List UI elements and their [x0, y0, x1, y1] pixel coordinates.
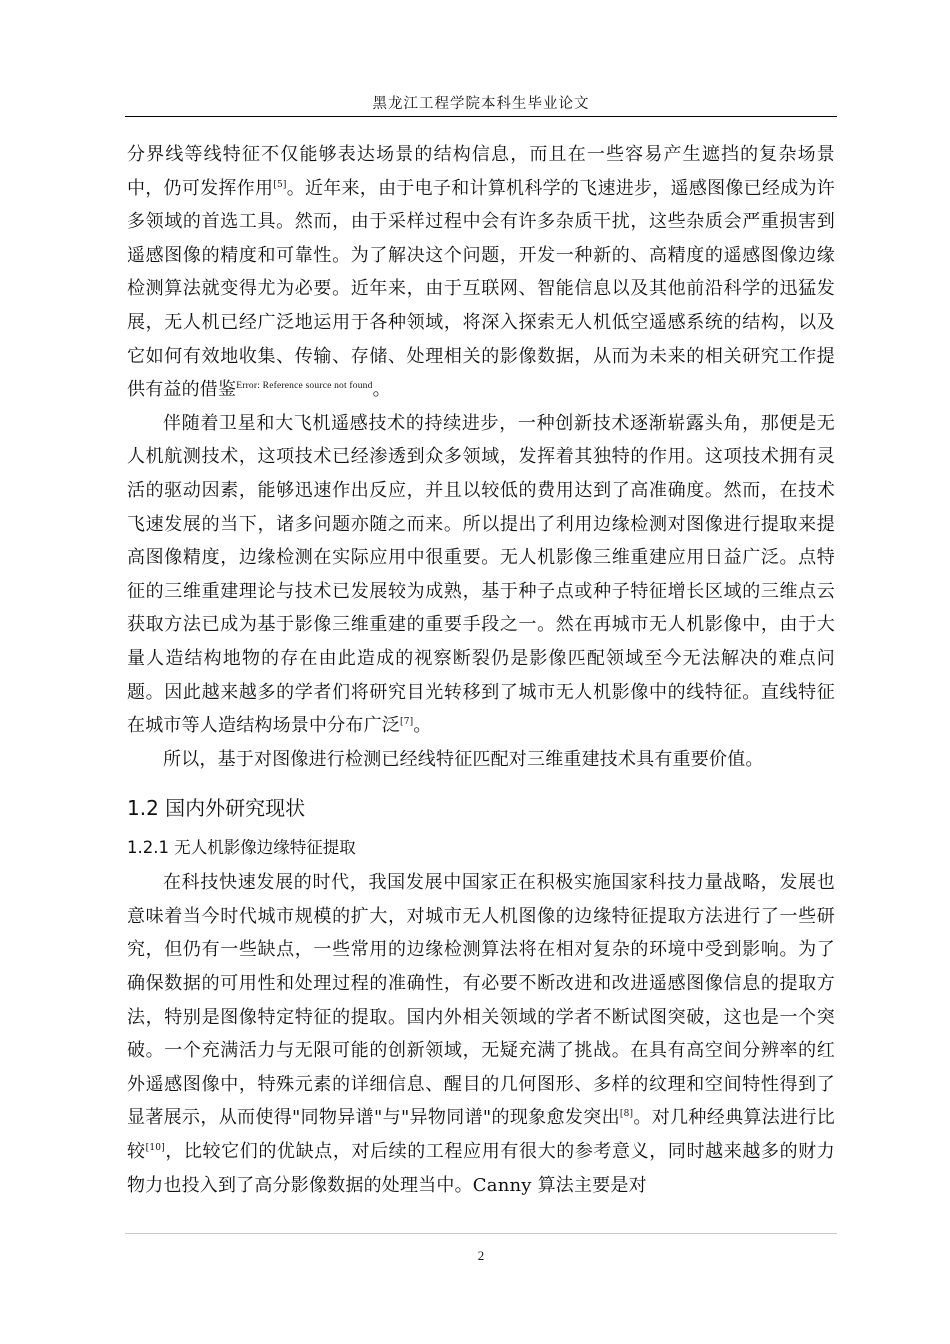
- citation-ref: [8]: [619, 1109, 634, 1120]
- paragraph-uav-survey: [127, 407, 835, 743]
- page-number: 2: [477, 1248, 485, 1263]
- paragraph-conclusion: 所以，基于对图像进行检测已经线特征匹配对三维重建技术具有重要价值。: [163, 748, 764, 770]
- running-header: 黑龙江工程学院本科生毕业论文: [372, 96, 590, 112]
- paragraph-text: 。: [413, 715, 432, 737]
- citation-ref: [10]: [145, 1143, 165, 1154]
- paragraph-text: 分界线等线特征不仅能够表达场景的结构信息，而且在一些容易产生遮挡的复杂场景中，仍可发挥作用: [127, 144, 835, 199]
- paragraph-edge-extraction: [127, 866, 835, 1202]
- page-body: [127, 138, 835, 1202]
- paragraph-text: 。对几种经典算法进行比较: [127, 1107, 835, 1163]
- paragraph-text: ，比较它们的优缺点，对后续的工程应用有很大的参考意义，同时越来越多的财力物力也投入到了高分影像数据的处理当中。Canny 算法主要是对: [127, 1141, 836, 1196]
- paragraph-text: 伴随着卫星和大飞机遥感技术的持续进步，一种创新技术逐渐崭露头角，那便是无人机航测技术，这项技术已经渗透到众多领域，发挥着其独特的作用。这项技术拥有灵活的驱动因素，能够迅速作出反应，并且以较低的费用达到了高准确度。然而，在技术飞速发展的当下，诸多问题亦随之而来。所以提出了利用边缘检测对图像进行提取来提高图像精度，边缘检测在实际应用中很重要。无人机影像三维重建应用日益广泛。点特征的三维重建理论与技术已发展较为成熟，基于种子点或种子特征增长区域的三维点云获取方法已成为基于影像三维重建的重要手段之一。然在再城市无人机影像中，由于大量人造结构地物的存在由此造成的视察断裂仍是影像匹配领域至今无法解决的难点问题。因此越来越多的学者们将研究目光转移到了城市无人机影像中的线特征。直线特征在城市等人造结构场景中分布广泛: [127, 412, 835, 737]
- reference-error-text: Error: Reference source not found: [236, 381, 373, 392]
- section-heading: 1.2 国内外研究现状: [127, 796, 306, 821]
- paragraph-text: 在科技快速发展的时代，我国发展中国家正在积极实施国家科技力量战略，发展也意味着当今时代城市规模的扩大，对城市无人机图像的边缘特征提取方法进行了一些研究，但仍有一些缺点，一些常用的边缘检测算法将在相对复杂的环境中受到影响。为了确保数据的可用性和处理过程的准确性，有必要不断改进和改进遥感图像信息的提取方法，特别是图像特定特征的提取。国内外相关领域的学者不断试图突破，这也是一个突破。一个充满活力与无限可能的创新领域，无疑充满了挑战。在具有高空间分辨率的红外遥感图像中，特殊元素的详细信息、醒目的几何图形、多样的纹理和空间特性得到了显著展示，从而使得"同物异谱"与"异物同谱"的现象愈发突出: [127, 872, 835, 1129]
- header-divider: [125, 116, 837, 117]
- paragraph-text: 。: [372, 379, 391, 401]
- paragraph-text: 。近年来，由于电子和计算机科学的飞速进步，遥感图像已经成为许多领域的首选工具。然而，由于采样过程中会有许多杂质干扰，这些杂质会严重损害到遥感图像的精度和可靠性。为了解决这个问题，开发一种新的、高精度的遥感图像边缘检测算法就变得尤为必要。近年来，由于互联网、智能信息以及其他前沿科学的迅猛发展，无人机已经广泛地运用于各种领域，将深入探索无人机低空遥感系统的结构，以及它如何有效地收集、传输、存储、处理相关的影像数据，从而为未来的相关研究工作提供有益的借鉴: [127, 177, 835, 401]
- citation-ref: [5]: [273, 179, 287, 190]
- subsection-heading: 1.2.1 无人机影像边缘特征提取: [127, 838, 356, 858]
- paragraph-intro-continued: [127, 138, 835, 407]
- footer-divider: [125, 1233, 837, 1234]
- citation-ref: [7]: [400, 717, 414, 728]
